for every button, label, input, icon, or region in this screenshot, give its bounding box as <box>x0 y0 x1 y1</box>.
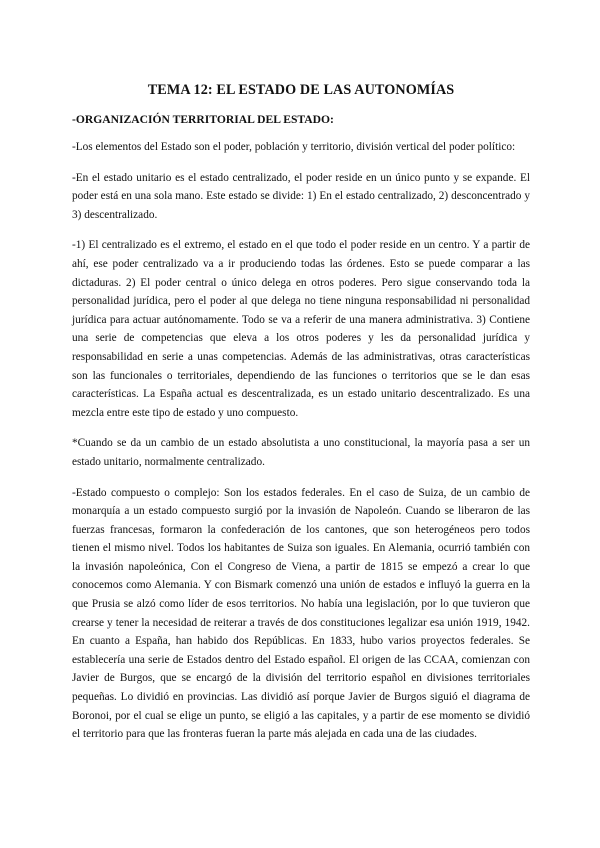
document-page <box>72 82 530 756</box>
paragraph-composite-state: -Estado compuesto o complejo: Son los estados federales. En el caso de Suiza, de un cambio de monarquía a un estado compuesto surgió por la invasión de Napoleón. Cuando se liberaron de las fuerzas francesas, formaron la confederación de los cantones, que son heterogéneos pero todos tienen el mismo nivel. Todos los habitantes de Suiza son iguales. En Alemania, ocurrió también con la invasión napoleónica, Con el Congreso de Viena, a partir de 1815 se empezó a crear lo que conocemos como Alemania. Y con Bismark comenzó una unión de estados e influyó la guerra en la que Prusia se alzó como líder de esos territorios. No había una legislación, por lo que tuvieron que crearse y tener la necesidad de reiterar a través de dos constituciones legalizar esa unión 1919, 1942. En cuanto a España, han habido dos Repúblicas. En 1833, hubo varios proyectos federales. Se establecería una serie de Estados dentro del Estado español. El origen de las CCAA, comienzan con Javier de Burgos, que se encargó de la división del territorio español en divisiones territoriales pequeñas. Lo dividió en provincias. Las dividió así porque Javier de Burgos siguió el diagrama de Boronoi, por el cual se elige un punto, se eligió a las capitales, y a partir de ese momento se dividió el territorio para que las fronteras fueran la parte más alejada en cada una de las ciudades. <box>72 486 530 741</box>
paragraph-state-types: -1) El centralizado es el extremo, el estado en el que todo el poder reside en un centro. Y a partir de ahí, ese poder centralizado va a ir produciendo todas las órdenes. Esto se puede comparar a las dictaduras. 2) El poder central o único delega en otros poderes. Pero sigue conservando toda la personalidad jurídica, pero el poder al que delega no tiene ninguna responsabilidad ni personalidad jurídica para actuar autónomamente. Todo se va a referir de una manera administrativa. 3) Contiene una serie de competencias que eleva a los otros poderes y les da personalidad jurídica y responsabilidad en serie a unas competencias. Además de las administrativas, otras características son las funcionales o territoriales, dependiendo de las funciones o territorios que se le dan esas características. La España actual es descentralizada, es un estado unitario descentralizado. Es una mezcla entre este tipo de estado y uno compuesto. <box>72 239 530 419</box>
paragraph-elements-of-state: -Los elementos del Estado son el poder, población y territorio, división vertical del poder político: <box>72 141 516 153</box>
section-heading: -ORGANIZACIÓN TERRITORIAL DEL ESTADO: <box>72 113 334 126</box>
document-title: TEMA 12: EL ESTADO DE LAS AUTONOMÍAS <box>147 82 455 98</box>
paragraph-unitary-state: -En el estado unitario es el estado centralizado, el poder reside en un único punto y se expande. El poder está en una sola mano. Este estado se divide: 1) En el estado centralizado, 2) desconcentrado y 3) descentralizado. <box>72 171 530 221</box>
paragraph-absolutist-note: *Cuando se da un cambio de un estado absolutista a uno constitucional, la mayoría pasa a ser un estado unitario, normalmente centralizado. <box>72 437 530 468</box>
